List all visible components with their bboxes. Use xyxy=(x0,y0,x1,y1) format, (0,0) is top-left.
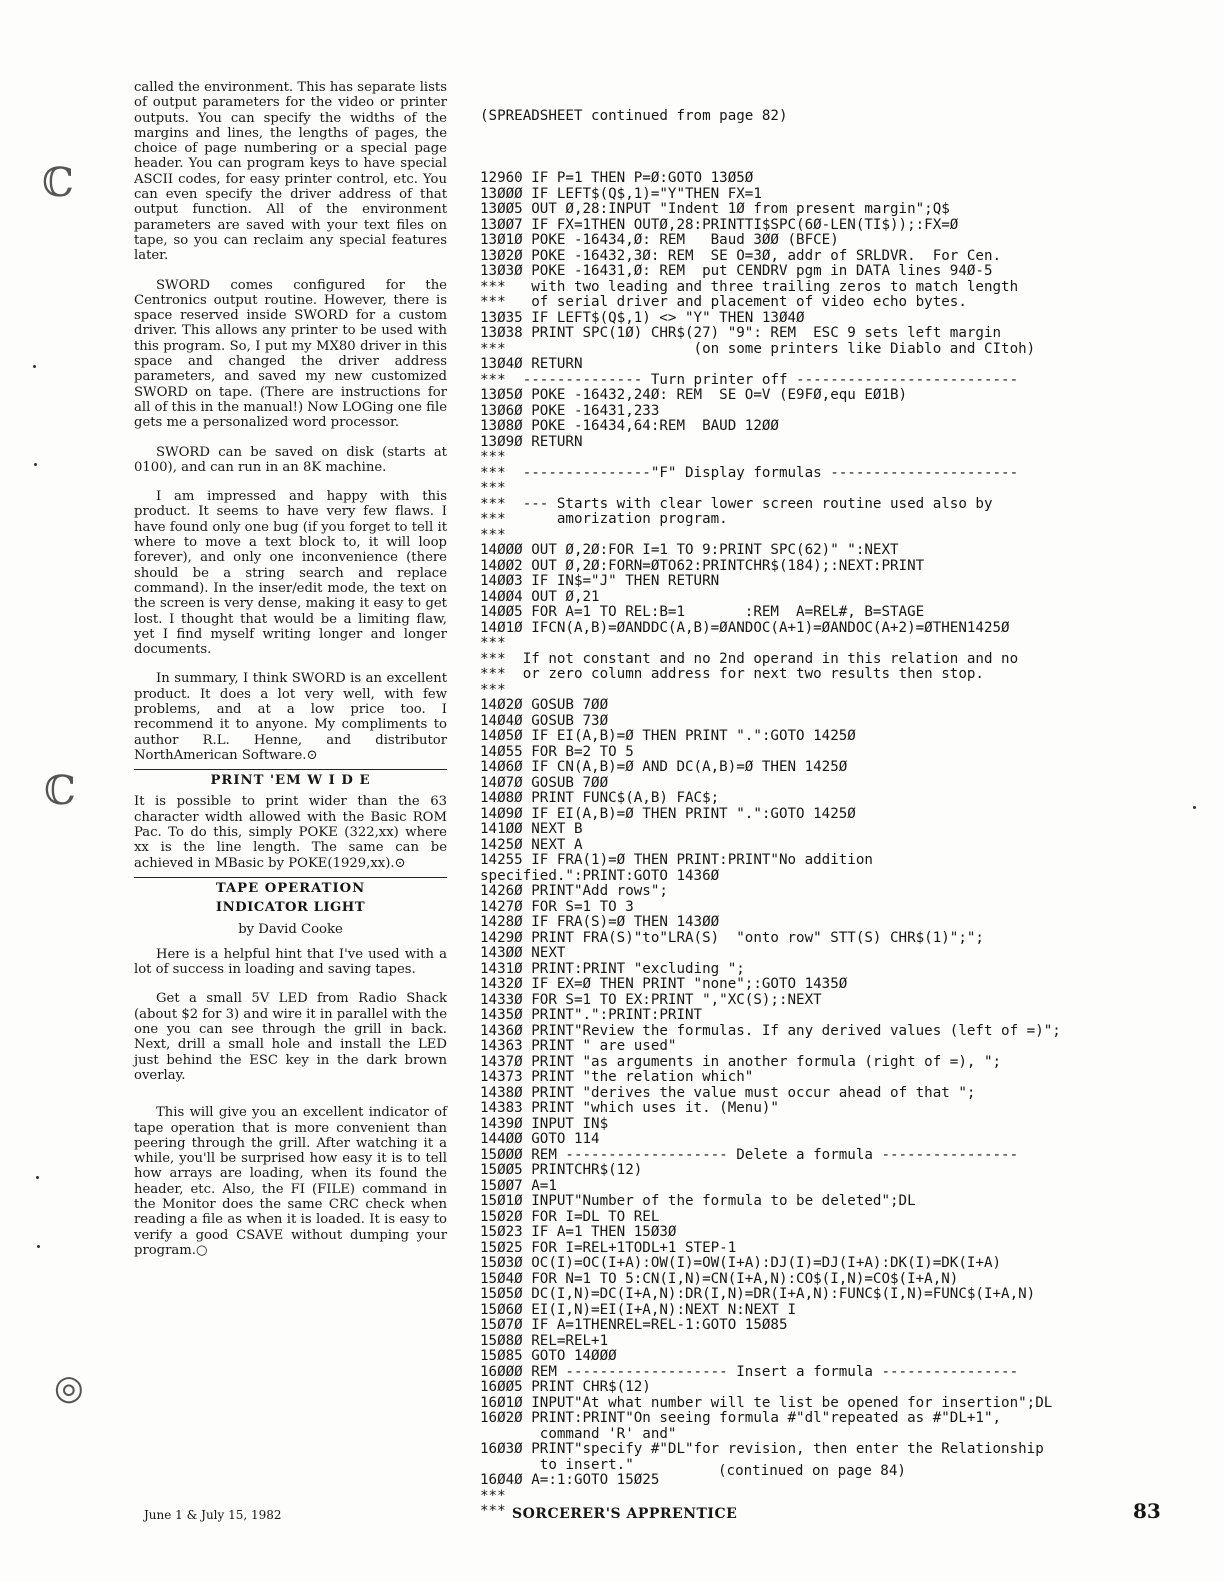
tape-article-title: TAPE OPERATION xyxy=(134,877,447,896)
code-line: 14Ø4Ø GOSUB 73Ø xyxy=(480,712,609,729)
code-line: *** xyxy=(480,449,506,465)
code-line: 1438Ø PRINT "derives the value must occur ahead of that "; xyxy=(480,1084,976,1101)
review-paragraph: In summary, I think SWORD is an excellent product. It does a lot very well, with few problems, and at a low price too. I recommend it to anyone. My compliments to author R.L. Henne, and distributor NorthAmerican Software.⊙ xyxy=(134,671,447,763)
code-line: 14Ø9Ø IF EI(A,B)=Ø THEN PRINT ".":GOTO 1425Ø xyxy=(480,805,856,822)
code-line: 15Ø2Ø FOR I=DL TO REL xyxy=(480,1208,660,1225)
listing-continued-from: (SPREADSHEET continued from page 82) xyxy=(480,108,788,124)
code-line: 1425Ø NEXT A xyxy=(480,836,583,853)
code-line: 14Ø2Ø GOSUB 7ØØ xyxy=(480,697,609,713)
binder-hole-icon: ◎ xyxy=(54,1368,84,1408)
code-line: *** -------------- Turn printer off -------------------------- xyxy=(480,371,1019,388)
review-paragraph: I am impressed and happy with this product. It seems to have very few flaws. I have found only one bug (if you forget to tell it where to move a text block to, it will loop forever), and only one inconvenience (there should be a string search and replace command). In the inser/edit mode, the text on the screen is very dense, making it easy to get lost. I thought that would be a limiting flaw, yet I find myself writing longer and longer documents. xyxy=(134,489,447,658)
code-line: 15ØØ7 A=1 xyxy=(480,1177,557,1194)
code-line: 14363 PRINT " are used" xyxy=(480,1038,677,1054)
scan-speck-icon xyxy=(36,1176,39,1179)
basic-listing xyxy=(480,78,1180,1551)
code-line: 15Ø6Ø EI(I,N)=EI(I+A,N):NEXT N:NEXT I xyxy=(480,1301,797,1318)
scan-speck-icon xyxy=(1193,806,1196,809)
code-line: 15Ø3Ø OC(I)=OC(I+A):OW(I)=OW(I+A):DJ(I)=DJ(I+A):DK(I)=DK(I+A) xyxy=(480,1255,1002,1271)
code-line: 16ØØ5 PRINT CHR$(12) xyxy=(480,1379,651,1395)
code-line: 14Ø8Ø PRINT FUNC$(A,B) FAC$; xyxy=(480,790,720,806)
code-line: 15Ø7Ø IF A=1THENREL=REL-1:GOTO 15Ø85 xyxy=(480,1317,788,1333)
code-line: *** xyxy=(480,681,506,698)
code-line: 144ØØ GOTO 114 xyxy=(480,1131,600,1147)
code-line: 13Ø1Ø POKE -16434,Ø: REM Baud 3ØØ (BFCE) xyxy=(480,232,839,248)
code-line: 1432Ø IF EX=Ø THEN PRINT "none";:GOTO 1435Ø xyxy=(480,976,848,992)
code-line: *** xyxy=(480,480,506,496)
code-line: 15Ø23 IF A=1 THEN 15Ø3Ø xyxy=(480,1224,677,1240)
tape-article-subtitle: INDICATOR LIGHT xyxy=(215,900,366,916)
code-line xyxy=(480,156,1180,172)
code-line: 1439Ø INPUT IN$ xyxy=(480,1115,609,1132)
code-line: 141ØØ NEXT B xyxy=(480,821,583,837)
code-line: 13Ø9Ø RETURN xyxy=(480,433,583,450)
review-paragraph: called the environment. This has separate lists of output parameters for the video or printer outputs. You can specify the widths of the margins and lines, the lengths of pages, the choice of page numbering or a special page header. You can program keys to have special ASCII codes, for easy printer control, etc. You can even specify the driver address of that output function. All of the environment parameters are saved with your text files on tape, so you can reclaim any special features later. xyxy=(134,80,447,264)
code-line: 14ØØ5 FOR A=1 TO REL:B=1 :REM A=REL#, B=STAGE xyxy=(480,604,925,620)
code-line: 13Ø3Ø POKE -16431,Ø: REM put CENDRV pgm in DATA lines 94Ø-5 xyxy=(480,263,993,279)
code-line: 13Ø35 IF LEFT$(Q$,1) <> "Y" THEN 13Ø4Ø xyxy=(480,309,805,326)
page-number: 83 xyxy=(1133,1499,1161,1523)
code-line: 15Ø85 GOTO 14ØØØ xyxy=(480,1348,617,1364)
code-line: 13Ø6Ø POKE -16431,233 xyxy=(480,402,660,419)
code-line: 15ØØ5 PRINTCHR$(12) xyxy=(480,1162,643,1178)
code-line: 14Ø55 FOR B=2 TO 5 xyxy=(480,743,634,760)
code-line: 14ØØ2 OUT Ø,2Ø:FORN=ØTO62:PRINTCHR$(184);:NEXT:PRINT xyxy=(480,557,925,574)
tape-paragraph: Get a small 5V LED from Radio Shack (about $2 for 3) and wire it in parallel with the one you can see through the grill in back. Next, drill a small hole and install the LED just behind the ESC key in the dark brown overlay. xyxy=(134,991,448,1083)
code-line: 14373 PRINT "the relation which" xyxy=(480,1069,754,1085)
code-line: 1428Ø IF FRA(S)=Ø THEN 143ØØ xyxy=(480,914,720,930)
code-line: 14255 IF FRA(1)=Ø THEN PRINT:PRINT"No addition xyxy=(480,852,873,868)
footer-magazine-name: SORCERER'S APPRENTICE xyxy=(512,1506,738,1522)
tape-article-byline: by David Cooke xyxy=(238,921,343,937)
code-line: 13Ø5Ø POKE -16432,24Ø: REM SE O=V (E9FØ,equ EØ1B) xyxy=(480,387,908,403)
code-line: 15Ø4Ø FOR N=1 TO 5:CN(I,N)=CN(I+A,N):CO$(I,N)=CO$(I+A,N) xyxy=(480,1270,959,1287)
scan-speck-icon xyxy=(37,1245,40,1248)
left-column xyxy=(134,80,447,1272)
code-line: 15Ø1Ø INPUT"Number of the formula to be deleted";DL xyxy=(480,1193,916,1209)
code-line: 14Ø6Ø IF CN(A,B)=Ø AND DC(A,B)=Ø THEN 1425Ø xyxy=(480,759,848,775)
code-line: 15Ø5Ø DC(I,N)=DC(I+A,N):DR(I,N)=DR(I+A,N):FUNC$(I,N)=FUNC$(I+A,N) xyxy=(480,1286,1036,1302)
code-line: 13Ø38 PRINT SPC(1Ø) CHR$(27) "9": REM ESC 9 sets left margin xyxy=(480,325,1002,341)
print-wide-text: It is possible to print wider than the 63 character width allowed with the Basic ROM Pac. To do this, simply POKE (322,xx) where xx is the line length. The same can be achieved in MBasic by POKE(1929,xx).⊙ xyxy=(134,794,447,871)
code-line: *** amorization program. xyxy=(480,511,728,527)
scan-speck-icon xyxy=(33,365,36,368)
code-line: 16Ø2Ø PRINT:PRINT"On seeing formula #"dl"repeated as #"DL+1", xyxy=(480,1410,1002,1426)
code-line: 15Ø8Ø REL=REL+1 xyxy=(480,1332,609,1349)
listing-lines xyxy=(480,156,1180,1520)
binder-hole-icon: ℂ xyxy=(44,768,76,814)
code-line: 1426Ø PRINT"Add rows"; xyxy=(480,883,668,899)
code-line: 14ØØØ OUT Ø,2Ø:FOR I=1 TO 9:PRINT SPC(62)" ":NEXT xyxy=(480,542,899,558)
code-line: 16Ø3Ø PRINT"specify #"DL"for revision, then enter the Relationship xyxy=(480,1441,1044,1457)
tape-paragraph: Here is a helpful hint that I've used with a lot of success in loading and saving tapes. xyxy=(134,946,447,978)
code-line: 14ØØ4 OUT Ø,21 xyxy=(480,588,600,605)
code-line: 15ØØØ REM ------------------- Delete a formula ---------------- xyxy=(480,1146,1019,1163)
code-line: specified.":PRINT:GOTO 1436Ø xyxy=(480,867,720,884)
code-line: 1437Ø PRINT "as arguments in another formula (right of =), "; xyxy=(480,1053,1002,1070)
tape-paragraph: This will give you an excellent indicator of tape operation that is more convenient than peering through the grill. After watching it a while, you'll be surprised how easy it is to tell how arrays are loading, when its found the header, etc. Also, the FI (FILE) command in the Monitor does the same CRC check when reading a file as when it is loaded. It is easy to verify a good CSAVE without dumping your program.○ xyxy=(134,1105,447,1258)
code-line: *** xyxy=(480,1487,506,1504)
code-line: 16ØØØ REM ------------------- Insert a formula ---------------- xyxy=(480,1363,1019,1380)
code-line: 15Ø25 FOR I=REL+1TODL+1 STEP-1 xyxy=(480,1239,737,1256)
code-line: 12960 IF P=1 THEN P=Ø:GOTO 13Ø5Ø xyxy=(480,170,754,186)
code-line: *** with two leading and three trailing zeros to match length xyxy=(480,278,1019,295)
code-line: 1433Ø FOR S=1 TO EX:PRINT ","XC(S);:NEXT xyxy=(480,991,822,1008)
code-line: 13Ø2Ø POKE -16432,3Ø: REM SE O=3Ø, addr of SRLDVR. For Cen. xyxy=(480,247,1002,264)
code-line: 1431Ø PRINT:PRINT "excluding "; xyxy=(480,960,745,977)
code-line: 14383 PRINT "which uses it. (Menu)" xyxy=(480,1100,779,1116)
review-paragraph: SWORD can be saved on disk (starts at 0100), and can run in an 8K machine. xyxy=(134,444,447,475)
code-line: 14Ø7Ø GOSUB 7ØØ xyxy=(480,774,609,791)
footer-date: June 1 & July 15, 1982 xyxy=(144,1508,282,1522)
code-line: *** If not constant and no 2nd operand in this relation and no xyxy=(480,650,1019,667)
code-line: 13Ø4Ø RETURN xyxy=(480,356,583,372)
code-line: 14ØØ3 IF IN$="J" THEN RETURN xyxy=(480,573,720,589)
code-line: *** xyxy=(480,635,506,651)
code-line: *** or zero column address for next two results then stop. xyxy=(480,666,984,682)
print-wide-heading: PRINT 'EM W I D E xyxy=(134,769,447,788)
code-line: 14Ø1Ø IFCN(A,B)=ØANDDC(A,B)=ØANDOC(A+1)=ØANDOC(A+2)=ØTHEN1425Ø xyxy=(480,619,1010,636)
code-line: command 'R' and" xyxy=(480,1425,677,1442)
review-paragraph: SWORD comes configured for the Centronics output routine. However, there is space reserved inside SWORD for a custom driver. This allows any printer to be used with this program. So, I put my MX80 driver in this space and changed the driver address parameters, and saved my new customized SWORD on tape. (There are instructions for all of this in the manual!) Now LOGing one file gets me a personalized word processor. xyxy=(134,277,447,431)
code-line: 1436Ø PRINT"Review the formulas. If any derived values (left of =)"; xyxy=(480,1022,1061,1039)
code-line: *** ---------------"F" Display formulas ---------------------- xyxy=(480,464,1019,481)
code-line: *** of serial driver and placement of video echo bytes. xyxy=(480,294,967,310)
code-line: to insert." xyxy=(480,1456,634,1473)
code-line: *** xyxy=(480,1503,506,1519)
code-line: 14Ø5Ø IF EI(A,B)=Ø THEN PRINT ".":GOTO 1425Ø xyxy=(480,728,856,744)
code-line: 1429Ø PRINT FRA(S)"to"LRA(S) "onto row" STT(S) CHR$(1)";"; xyxy=(480,929,984,946)
code-line: 1435Ø PRINT".":PRINT:PRINT xyxy=(480,1007,703,1023)
code-line: *** xyxy=(480,526,506,543)
scan-speck-icon xyxy=(34,463,37,466)
code-line: *** (on some printers like Diablo and CItoh) xyxy=(480,340,1036,357)
code-line: 143ØØ NEXT xyxy=(480,945,566,961)
code-line: 13ØØØ IF LEFT$(Q$,1)="Y"THEN FX=1 xyxy=(480,185,762,202)
code-line: 16Ø4Ø A=:1:GOTO 15Ø25 xyxy=(480,1472,660,1488)
code-line: 13ØØ5 OUT Ø,28:INPUT "Indent 1Ø from present margin";Q$ xyxy=(480,201,950,217)
binder-hole-icon: ℂ xyxy=(42,160,74,206)
code-line: 13ØØ7 IF FX=1THEN OUTØ,28:PRINTTI$SPC(6Ø-LEN(TI$));:FX=Ø xyxy=(480,216,959,233)
code-line: *** --- Starts with clear lower screen routine used also by xyxy=(480,495,993,512)
listing-continued-on: (continued on page 84) xyxy=(718,1463,906,1479)
code-line: 16Ø1Ø INPUT"At what number will te list be opened for insertion";DL xyxy=(480,1394,1053,1411)
code-line: 1427Ø FOR S=1 TO 3 xyxy=(480,898,634,915)
code-line: 13Ø8Ø POKE -16434,64:REM BAUD 12ØØ xyxy=(480,418,779,434)
